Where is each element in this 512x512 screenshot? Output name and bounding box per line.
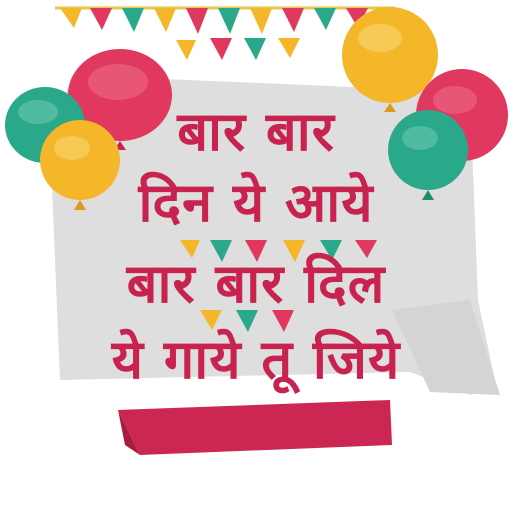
greeting-line-3: बार बार दिल	[126, 252, 386, 315]
greeting-line-4: ये गाये तू जिये	[111, 328, 401, 391]
greeting-line-2: दिन ये आये	[138, 171, 374, 234]
bottom-banner	[118, 400, 392, 455]
greeting-line-1: बार बार	[177, 100, 335, 163]
